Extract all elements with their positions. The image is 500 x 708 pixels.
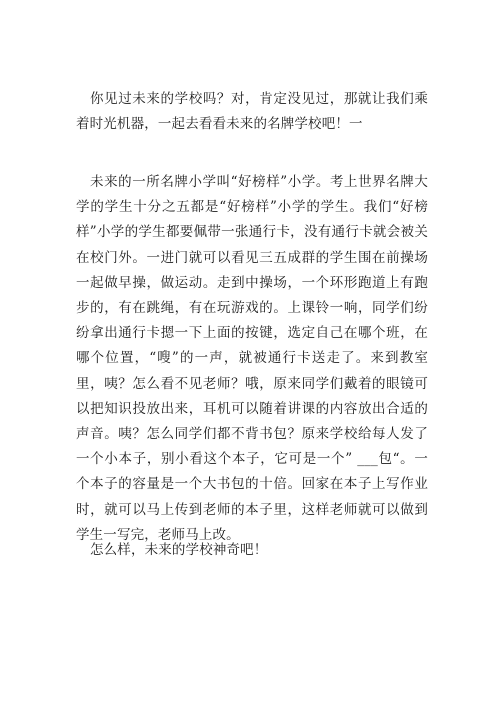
paragraph-body: 未来的一所名牌小学叫“好榜样”小学。考上世界名牌大学的学生十分之五都是“好榜样”小学的学生。我们“好榜样”小学的学生都要佩带一张通行卡，没有通行卡就会被关在校门外。一进门就可以看见三五成群的学生围在前操场一起做早操，做运动。走到中操场，一个环形跑道上有跑步的，有在跳绳，有在玩游戏的。上课铃一响，同学们纷纷拿出通行卡摁一下上面的按键，选定自己在哪个班，在哪个位置，“嗖”的一声，就被通行卡送走了。来到教室里，咦？怎么看不见老师？哦，原来同学们戴着的眼镜可以把知识投放出来，耳机可以随着讲课的内容放出合适的声音。咦？怎么同学们都不背书包？原来学校给每人发了一个小本子，别小看这个本子，它可是一个” ___包“。一个本子的容量是一个大书包的十倍。回家在本子上写作业时，就可以马上传到老师的本子里，这样老师就可以做到学生一写完，老师马上改。 <box>76 174 428 543</box>
paragraph-intro: 你见过未来的学校吗？对，肯定没见过，那就让我们乘着时光机器，一起去看看未来的名牌学校吧！一 <box>76 91 428 133</box>
paragraph-conclusion: 怎么样，未来的学校神奇吧！ <box>90 542 268 558</box>
